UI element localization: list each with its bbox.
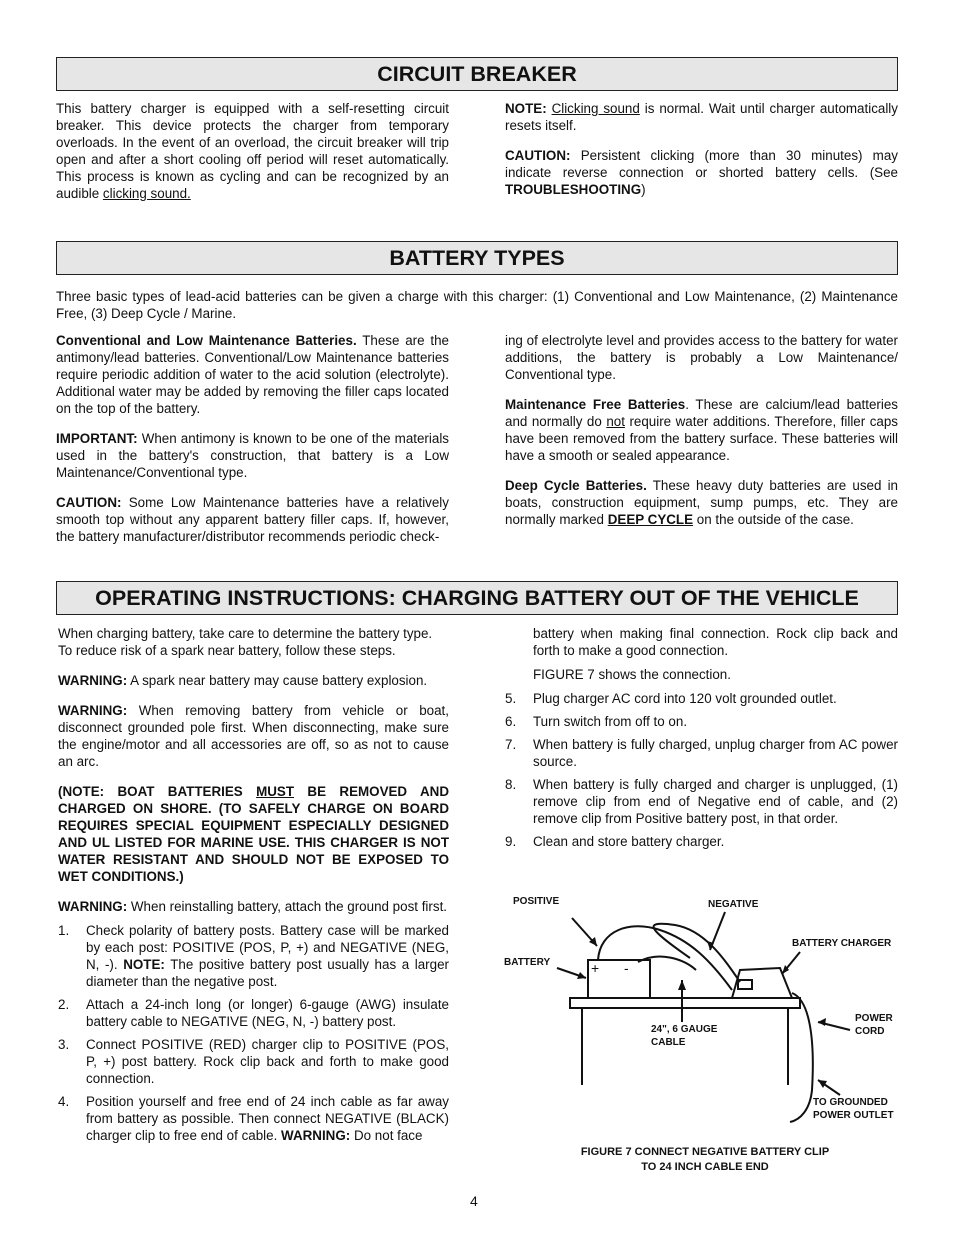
op-intro: When charging battery, take care to determine the battery type. To reduce risk of a spark near battery, follow these steps. xyxy=(58,626,433,658)
step-number: 4. xyxy=(58,1094,70,1109)
warning-label: WARNING: xyxy=(58,703,128,718)
boat-note-b: BE REMOVED AND CHARGED ON SHORE. (TO SAFELY CHARGE ON BOARD REQUIRES SPECIAL EQUIPMENT ESPECIALLY DESIGNED AND UL LISTED FOR MARINE USE. THIS CHARGER IS NOT WATER RESISTANT AND SHOULD NOT BE EXPOSED TO WET CONDITIONS.) xyxy=(58,784,449,884)
page-number: 4 xyxy=(470,1193,478,1209)
circuit-breaker-heading: CIRCUIT BREAKER xyxy=(56,57,898,91)
step-item xyxy=(505,776,898,827)
minus-sign: - xyxy=(624,960,629,976)
dc-text: These heavy duty batteries are used in boats, construction equipment, sump pumps, etc. They are normally marked xyxy=(505,478,898,527)
battery-types-intro xyxy=(56,288,898,335)
troubleshooting-ref: TROUBLESHOOTING xyxy=(505,182,642,197)
caption-line-1: FIGURE 7 CONNECT NEGATIVE BATTERY CLIP xyxy=(580,1146,830,1158)
operating-left xyxy=(58,625,449,1150)
step-text-2: Do not face xyxy=(353,1128,423,1143)
step-text: Position yourself and free end of 24 inch cable as far away from battery as possible. Then connect NEGATIVE (BLACK) charger clip to free end of cable. xyxy=(86,1094,449,1143)
caution-label: CAUTION: xyxy=(56,495,122,510)
mf-text-2: require water additions. Therefore, filler caps have been removed from the battery surface. These batteries will have a smooth or sealed appearance. xyxy=(505,414,898,463)
arrowhead xyxy=(678,980,686,990)
cable-label-2: CABLE xyxy=(651,1037,686,1048)
caption-line-2: TO 24 INCH CABLE END xyxy=(641,1161,769,1173)
boat-note-a: (NOTE: BOAT BATTERIES xyxy=(58,784,243,799)
deep-cycle-mark: DEEP CYCLE xyxy=(607,512,694,527)
caution-text: Persistent clicking (more than 30 minutes) may indicate reverse connection or shorted battery cells. (See xyxy=(505,148,898,180)
important-text: When antimony is known to be one of the materials used in the battery's construction, that battery is a Low Maintenance/Conventional type. xyxy=(56,431,449,480)
mf-text-1: . These are calcium/lead batteries and normally do xyxy=(505,397,898,429)
battery-intro-text: Three basic types of lead-acid batteries can be given a charge with this charger: (1) Conventional and Low Maintenance, (2) Maintenance Free, (3) Deep Cycle / Marine. xyxy=(56,289,898,321)
steps-list-1 xyxy=(58,922,449,1144)
outlet-label-1: TO GROUNDED xyxy=(813,1097,888,1108)
step-item xyxy=(58,996,449,1030)
boat-note-must: MUST xyxy=(256,784,295,799)
clicking-sound-text: clicking sound. xyxy=(102,186,191,201)
note-label: NOTE: xyxy=(505,101,547,116)
step-text: When battery is fully charged, unplug charger from AC power source. xyxy=(533,737,898,769)
step-number: 8. xyxy=(505,777,517,792)
step-number: 2. xyxy=(58,997,70,1012)
operating-right xyxy=(505,625,898,856)
warning-text: When reinstalling battery, attach the ground post first. xyxy=(130,899,448,914)
step-item xyxy=(58,922,449,990)
table-top xyxy=(570,998,800,1008)
important-label: IMPORTANT: xyxy=(56,431,138,446)
warning-label: WARNING: xyxy=(58,673,128,688)
steps-list-2 xyxy=(505,690,898,850)
step-number: 5. xyxy=(505,691,517,706)
caution-text: Some Low Maintenance batteries have a relatively smooth top without any apparent battery filler caps. If, however, the battery manufacturer/distributor recommends periodic check- xyxy=(56,495,449,544)
step-number: 1. xyxy=(58,923,70,938)
step-text-2: The positive battery post usually has a larger diameter than the negative post. xyxy=(86,957,449,989)
operating-heading: OPERATING INSTRUCTIONS: CHARGING BATTERY OUT OF THE VEHICLE xyxy=(56,581,898,615)
caution-label: CAUTION: xyxy=(505,148,571,163)
figure-ref: FIGURE 7 shows the connection. xyxy=(533,667,731,682)
battery-types-heading: BATTERY TYPES xyxy=(56,241,898,275)
warning-label: WARNING: xyxy=(58,899,128,914)
figure-7 xyxy=(500,890,900,1170)
outlet-label-2: POWER OUTLET xyxy=(813,1110,894,1121)
step-text: Connect POSITIVE (RED) charger clip to POSITIVE (POS, P, +) post battery. Rock clip back and forth to make good connection. xyxy=(86,1037,449,1086)
warning-text: When removing battery from vehicle or boat, disconnect grounded pole first. When disconnecting, make sure the engine/motor and all accessories are off, so as not to cause an arc. xyxy=(58,703,449,769)
mf-not: not xyxy=(606,414,625,429)
power-cord-label-1: POWER xyxy=(855,1013,893,1024)
step-text: Clean and store battery charger. xyxy=(533,834,725,849)
dc-label: Deep Cycle Batteries. xyxy=(505,478,647,493)
note-underline: Clicking sound xyxy=(551,101,640,116)
conv-label: Conventional and Low Maintenance Batteries. xyxy=(56,333,357,348)
arrowhead xyxy=(818,1018,826,1026)
circuit-breaker-right xyxy=(505,100,898,211)
battery-types-left xyxy=(56,332,449,558)
cable-label-1: 24", 6 GAUGE xyxy=(651,1024,718,1035)
conv-text: These are the antimony/lead batteries. Conventional/Low Maintenance batteries require periodic addition of water to the acid solution (electrolyte). Additional water may be added by removing the filler caps located on the top of the battery. xyxy=(56,333,449,416)
step-item xyxy=(505,833,898,850)
note-text: is normal. Wait until charger automatically resets itself. xyxy=(505,101,898,133)
step-text: Attach a 24-inch long (or longer) 6-gauge (AWG) insulate battery cable to NEGATIVE (NEG, N, -) battery post. xyxy=(86,997,449,1029)
power-cord xyxy=(790,993,813,1122)
step-bold: NOTE: xyxy=(123,957,165,972)
step-number: 6. xyxy=(505,714,517,729)
cb-text: This battery charger is equipped with a self-resetting circuit breaker. This device protects the charger from temporary overloads. In the event of an overload, the circuit breaker will trip open and after a short cooling off period will reset automatically. This process is known as cycling and can be recognized by an audible xyxy=(56,101,449,201)
step-text: Turn switch from off to on. xyxy=(533,714,688,729)
mf-label: Maintenance Free Batteries xyxy=(505,397,686,412)
step-text: Check polarity of battery posts. Battery case will be marked by each post: POSITIVE (POS, P, +) and NEGATIVE (NEG, N, -). xyxy=(86,923,449,972)
battery-types-right xyxy=(505,332,898,541)
caution-cont: ing of electrolyte level and provides access to the battery for water additions, the battery is probably a Low Maintenance/ Conventional type. xyxy=(505,333,898,382)
step-number: 9. xyxy=(505,834,517,849)
battery-charger-label: BATTERY CHARGER xyxy=(792,938,892,949)
step-bold: WARNING: xyxy=(281,1128,351,1143)
step-item xyxy=(505,736,898,770)
circuit-breaker-left xyxy=(56,100,449,215)
warning-text: A spark near battery may cause battery explosion. xyxy=(130,673,428,688)
plus-sign: + xyxy=(591,960,600,976)
positive-label: POSITIVE xyxy=(513,896,560,907)
figure-caption xyxy=(540,1145,870,1175)
step-item xyxy=(505,690,898,707)
battery-label: BATTERY xyxy=(504,957,551,968)
step-text: When battery is fully charged and charger is unplugged, (1) remove clip from end of Negative end of cable, and (2) remove clip from Positive battery post, in that order. xyxy=(533,777,898,826)
step-item xyxy=(505,713,898,730)
power-cord-label-2: CORD xyxy=(855,1026,885,1037)
arrowhead xyxy=(818,1080,827,1088)
caution-end: ) xyxy=(641,182,646,197)
step-item xyxy=(58,1093,449,1144)
step-number: 7. xyxy=(505,737,517,752)
dc-end: on the outside of the case. xyxy=(696,512,854,527)
step-item xyxy=(58,1036,449,1087)
negative-label: NEGATIVE xyxy=(708,899,759,910)
step-number: 3. xyxy=(58,1037,70,1052)
step-text: Plug charger AC cord into 120 volt grounded outlet. xyxy=(533,691,837,706)
step4-cont: battery when making final connection. Rock clip back and forth to make a good connection. xyxy=(533,626,898,658)
